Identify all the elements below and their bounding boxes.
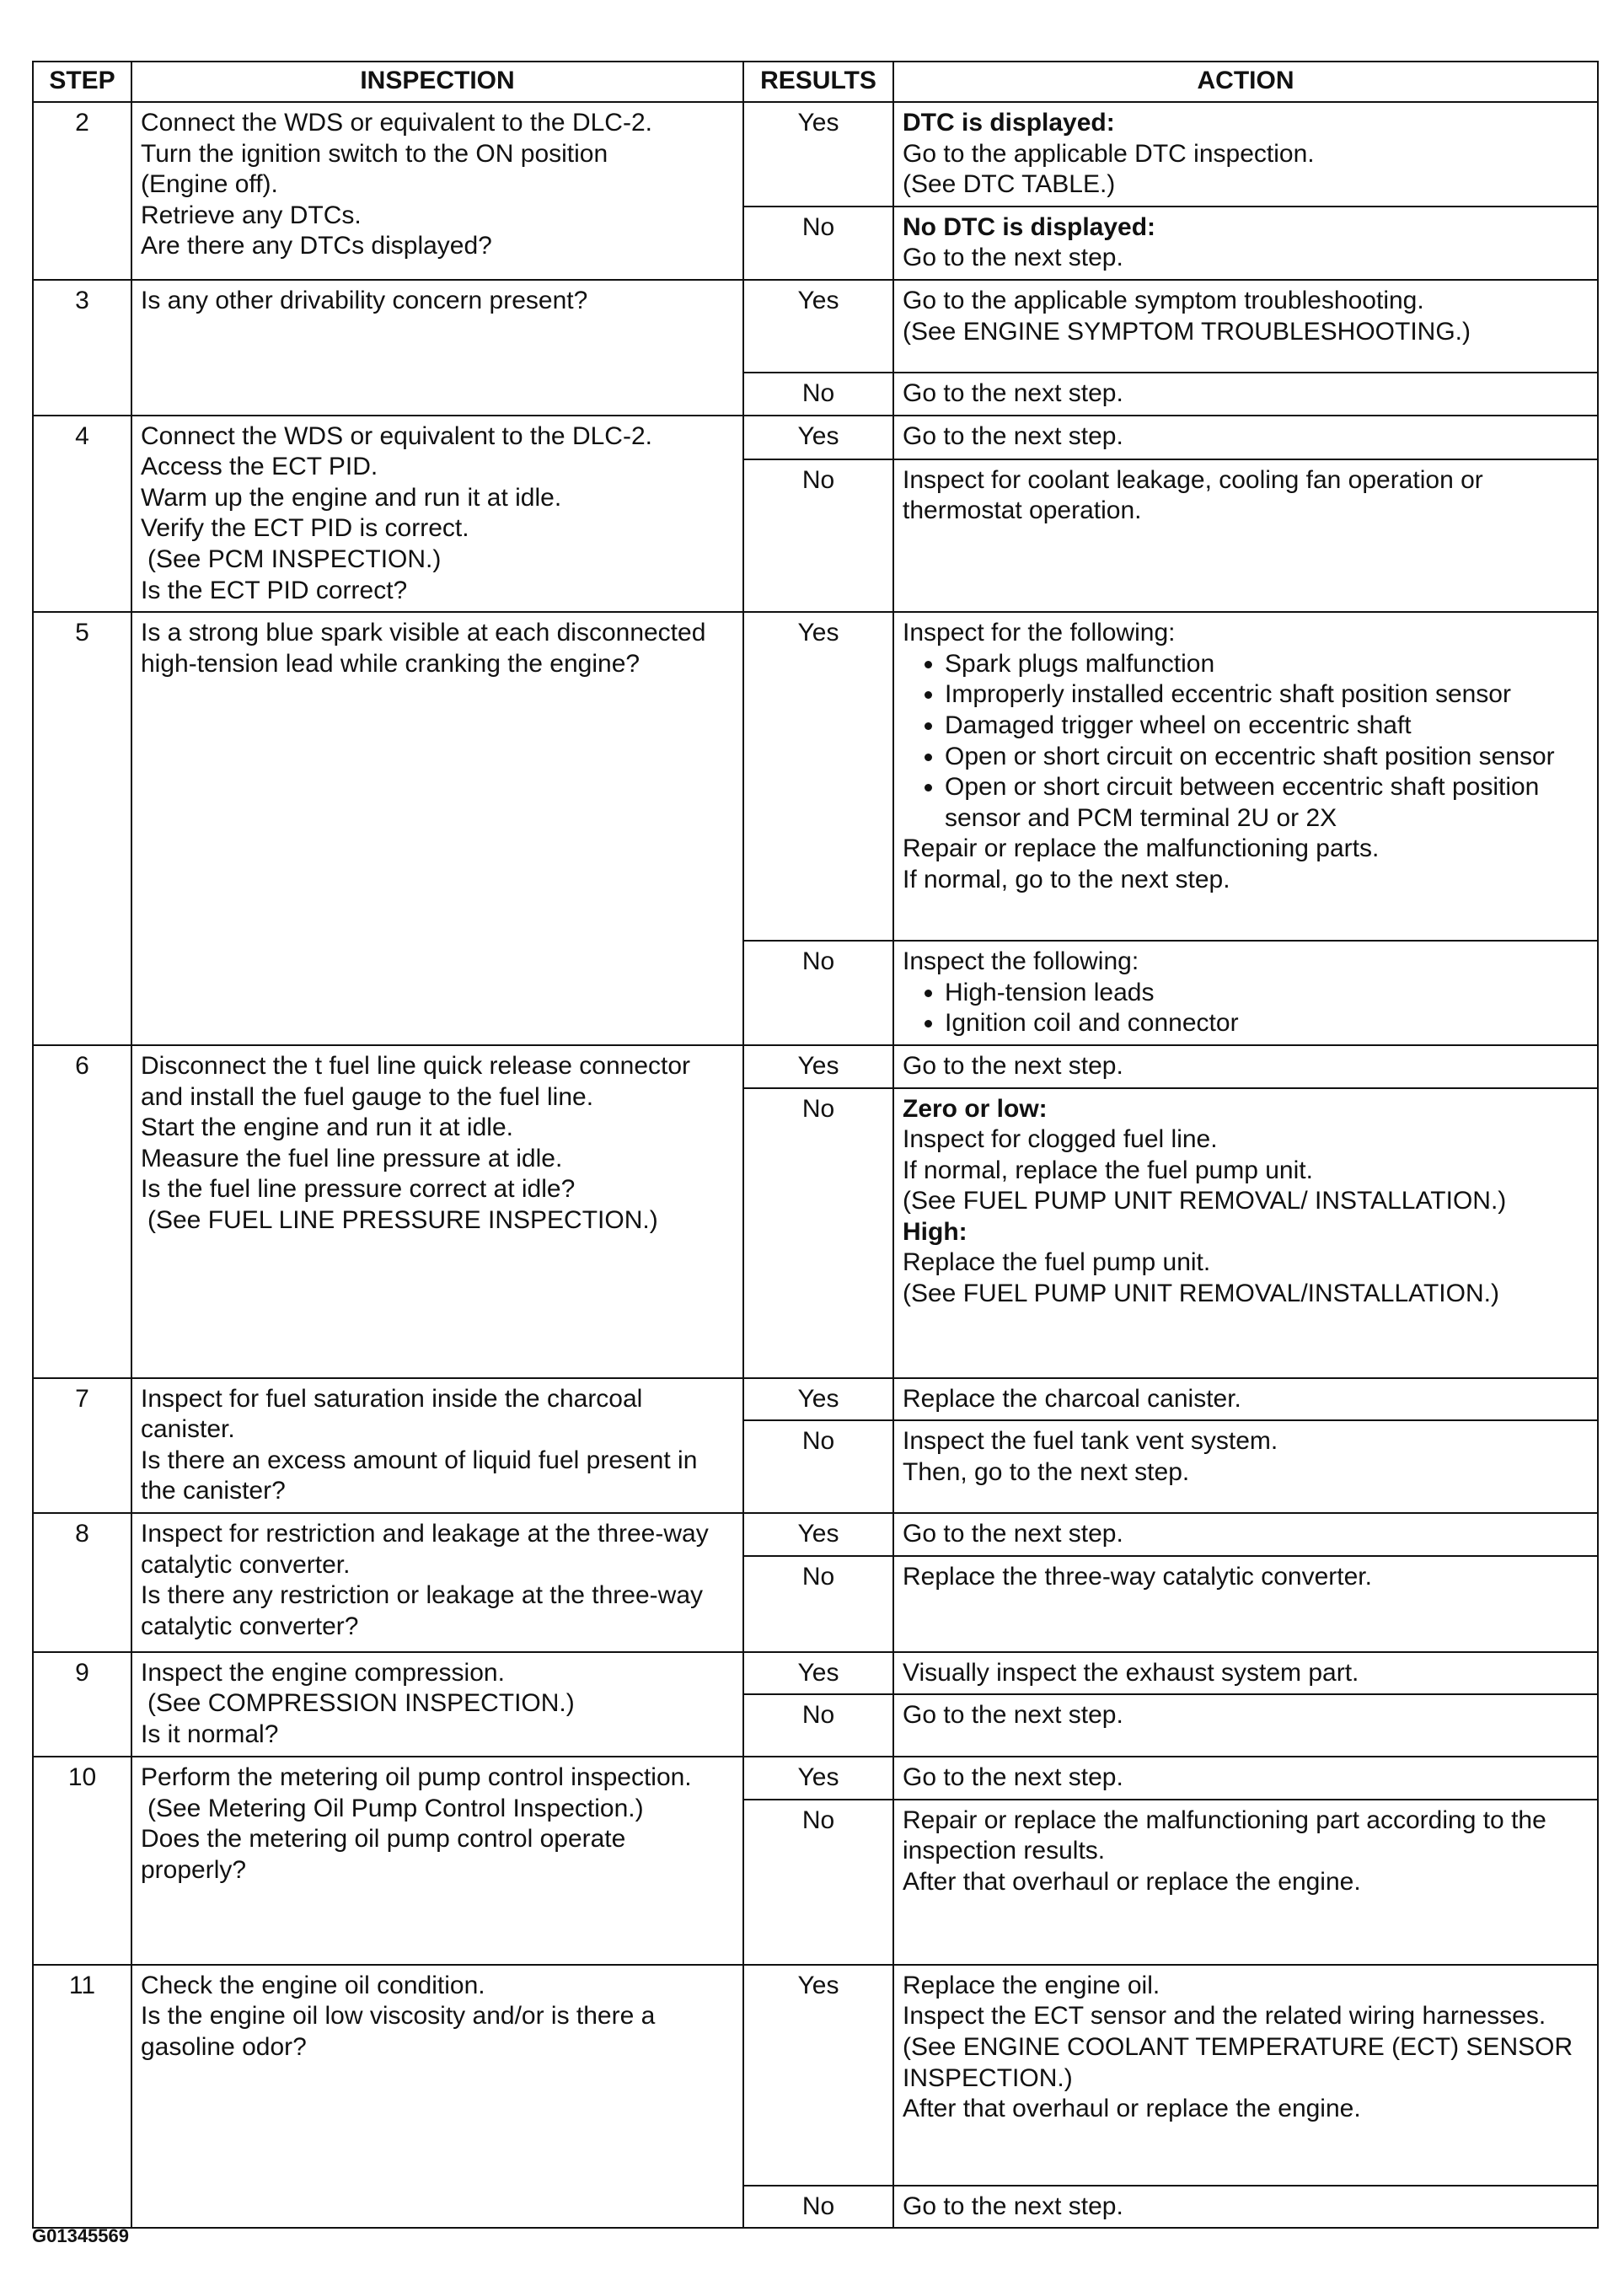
- result-cell: Yes: [743, 416, 893, 459]
- inspection-line: (See FUEL LINE PRESSURE INSPECTION.): [147, 1205, 658, 1234]
- action-cell: [893, 1088, 1598, 1378]
- action-cell: [893, 612, 1598, 941]
- inspection-line: Is the ECT PID correct?: [141, 576, 408, 604]
- action-line: Go to the next step.: [903, 378, 1123, 407]
- action-line: (See DTC TABLE.): [903, 170, 1116, 199]
- action-bullet-item: • Improperly installed eccentric shaft position sensor: [945, 679, 1589, 711]
- action-cell: [893, 1513, 1598, 1556]
- inspection-line: (Engine off).: [141, 170, 278, 199]
- action-line: Go to the next step.: [903, 421, 1123, 450]
- action-line: Go to the applicable DTC inspection.: [903, 139, 1315, 168]
- step-number: 9: [33, 1652, 131, 1757]
- result-cell: No: [743, 459, 893, 612]
- inspection-line: (See COMPRESSION INSPECTION.): [147, 1689, 575, 1718]
- inspection-cell: [131, 1513, 743, 1652]
- action-heading: Zero or low:: [903, 1094, 1048, 1123]
- action-line: Inspect the ECT sensor and the related wiring harnesses.: [903, 2002, 1546, 2031]
- table-row: [33, 1045, 1598, 1088]
- figure-id: G01345569: [32, 2225, 129, 2246]
- table-row: [33, 1757, 1598, 1800]
- result-cell: No: [743, 373, 893, 416]
- inspection-line: Disconnect the t fuel line quick release connector and install the fuel gauge to the fuel line.: [141, 1051, 691, 1111]
- action-heading: DTC is displayed:: [903, 109, 1115, 137]
- action-cell: [893, 1694, 1598, 1757]
- action-bullet-item: • Ignition coil and connector: [945, 1008, 1589, 1039]
- result-cell: No: [743, 1694, 893, 1757]
- inspection-line: Check the engine oil condition.: [141, 1971, 485, 1999]
- result-cell: Yes: [743, 102, 893, 207]
- action-bullet-item: • Open or short circuit on eccentric shaft position sensor: [945, 742, 1589, 773]
- inspection-line: Inspect for fuel saturation inside the charcoal canister.: [141, 1384, 643, 1444]
- action-bullet-list: [903, 978, 1589, 1039]
- inspection-line: Perform the metering oil pump control inspection.: [141, 1763, 692, 1792]
- action-line: Repair or replace the malfunctioning parts.: [903, 834, 1380, 863]
- step-number: 10: [33, 1757, 131, 1965]
- inspection-line: (See Metering Oil Pump Control Inspection.): [147, 1794, 644, 1822]
- inspection-line: Is there an excess amount of liquid fuel present in the canister?: [141, 1446, 698, 1505]
- table-row: [33, 1652, 1598, 1695]
- action-line: Then, go to the next step.: [903, 1457, 1190, 1486]
- inspection-line: Inspect the engine compression.: [141, 1658, 505, 1687]
- action-heading: No DTC is displayed:: [903, 212, 1156, 241]
- action-line: After that overhaul or replace the engine.: [903, 2095, 1361, 2123]
- action-line: Replace the charcoal canister.: [903, 1384, 1241, 1413]
- action-line: Inspect the fuel tank vent system.: [903, 1427, 1278, 1456]
- step-number: 3: [33, 280, 131, 416]
- action-line: Go to the applicable symptom troubleshooting.: [903, 286, 1424, 314]
- table-row: [33, 1513, 1598, 1556]
- troubleshooting-table: [32, 61, 1599, 2229]
- action-line: Replace the engine oil.: [903, 1971, 1160, 1999]
- inspection-line: (See PCM INSPECTION.): [147, 545, 442, 573]
- action-line: Go to the next step.: [903, 2192, 1123, 2220]
- table-row: [33, 1378, 1598, 1421]
- action-line: Go to the next step.: [903, 1051, 1123, 1080]
- inspection-cell: [131, 1757, 743, 1965]
- inspection-cell: [131, 1652, 743, 1757]
- action-bullet-item: • High-tension leads: [945, 978, 1589, 1009]
- result-cell: No: [743, 1556, 893, 1652]
- action-line: Replace the fuel pump unit.: [903, 1248, 1211, 1277]
- step-number: 2: [33, 102, 131, 280]
- action-cell: [893, 459, 1598, 612]
- inspection-cell: [131, 280, 743, 416]
- action-cell: [893, 2186, 1598, 2229]
- action-line: (See ENGINE COOLANT TEMPERATURE (ECT) SENSOR INSPECTION.): [903, 2033, 1573, 2092]
- step-number: 8: [33, 1513, 131, 1652]
- header-results: RESULTS: [743, 62, 893, 102]
- inspection-line: Does the metering oil pump control operate properly?: [141, 1825, 626, 1885]
- action-cell: [893, 1556, 1598, 1652]
- action-cell: [893, 280, 1598, 373]
- inspection-line: Is the fuel line pressure correct at idle?: [141, 1175, 576, 1204]
- action-line: (See ENGINE SYMPTOM TROUBLESHOOTING.): [903, 317, 1471, 346]
- action-cell: [893, 373, 1598, 416]
- step-number: 11: [33, 1965, 131, 2229]
- action-cell: [893, 416, 1598, 459]
- table-row: [33, 612, 1598, 941]
- inspection-line: Access the ECT PID.: [141, 453, 378, 481]
- action-bullet-item: • Spark plugs malfunction: [945, 649, 1589, 680]
- result-cell: Yes: [743, 280, 893, 373]
- action-cell: [893, 1045, 1598, 1088]
- inspection-cell: [131, 1378, 743, 1514]
- inspection-cell: [131, 612, 743, 1045]
- inspection-cell: [131, 1045, 743, 1378]
- action-cell: [893, 102, 1598, 207]
- action-cell: [893, 1420, 1598, 1513]
- action-line: (See FUEL PUMP UNIT REMOVAL/ INSTALLATION.): [903, 1187, 1507, 1215]
- table-body: [33, 102, 1598, 2228]
- action-line: Inspect for clogged fuel line.: [903, 1125, 1218, 1154]
- action-line: Inspect the following:: [903, 947, 1139, 976]
- result-cell: Yes: [743, 1378, 893, 1421]
- action-line: Go to the next step.: [903, 1763, 1123, 1792]
- action-cell: [893, 941, 1598, 1045]
- result-cell: No: [743, 941, 893, 1045]
- troubleshooting-document: [32, 61, 1597, 2229]
- inspection-line: Connect the WDS or equivalent to the DLC-2.: [141, 109, 652, 137]
- action-line: Inspect for the following:: [903, 619, 1176, 647]
- inspection-cell: [131, 102, 743, 280]
- result-cell: Yes: [743, 612, 893, 941]
- result-cell: Yes: [743, 1045, 893, 1088]
- action-cell: [893, 1378, 1598, 1421]
- result-cell: No: [743, 207, 893, 280]
- action-line: If normal, replace the fuel pump unit.: [903, 1156, 1313, 1184]
- result-cell: Yes: [743, 1965, 893, 2186]
- inspection-line: Turn the ignition switch to the ON position: [141, 139, 608, 168]
- result-cell: Yes: [743, 1757, 893, 1800]
- inspection-cell: [131, 1965, 743, 2229]
- result-cell: No: [743, 2186, 893, 2229]
- inspection-line: Retrieve any DTCs.: [141, 201, 362, 229]
- action-line: Go to the next step.: [903, 1520, 1123, 1548]
- inspection-line: Warm up the engine and run it at idle.: [141, 483, 562, 512]
- inspection-line: Is it normal?: [141, 1720, 279, 1748]
- action-cell: [893, 1800, 1598, 1965]
- inspection-line: Measure the fuel line pressure at idle.: [141, 1144, 563, 1172]
- action-cell: [893, 207, 1598, 280]
- table-row: [33, 1965, 1598, 2186]
- result-cell: No: [743, 1420, 893, 1513]
- step-number: 7: [33, 1378, 131, 1514]
- table-row: [33, 280, 1598, 373]
- inspection-line: Is there any restriction or leakage at the three-way catalytic converter?: [141, 1581, 704, 1640]
- action-line: Inspect for coolant leakage, cooling fan operation or thermostat operation.: [903, 465, 1483, 525]
- result-cell: No: [743, 1088, 893, 1378]
- table-row: [33, 416, 1598, 459]
- action-cell: [893, 1652, 1598, 1695]
- action-line: Replace the three-way catalytic converter.: [903, 1562, 1372, 1591]
- result-cell: Yes: [743, 1652, 893, 1695]
- action-bullet-item: • Open or short circuit between eccentric shaft position sensor and PCM terminal 2U or 2X: [945, 772, 1589, 834]
- step-number: 4: [33, 416, 131, 613]
- inspection-line: Verify the ECT PID is correct.: [141, 514, 469, 543]
- step-number: 5: [33, 612, 131, 1045]
- action-line: If normal, go to the next step.: [903, 865, 1230, 893]
- step-number: 6: [33, 1045, 131, 1378]
- inspection-line: Is a strong blue spark visible at each disconnected high-tension lead while cranking the engine?: [141, 619, 706, 678]
- action-line: Visually inspect the exhaust system part.: [903, 1658, 1359, 1687]
- table-header-row: [33, 62, 1598, 102]
- action-heading: High:: [903, 1217, 967, 1246]
- action-line: After that overhaul or replace the engine.: [903, 1868, 1361, 1897]
- inspection-line: Are there any DTCs displayed?: [141, 232, 492, 260]
- header-action: ACTION: [893, 62, 1598, 102]
- inspection-line: Start the engine and run it at idle.: [141, 1113, 513, 1142]
- header-step: STEP: [33, 62, 131, 102]
- action-bullet-item: • Damaged trigger wheel on eccentric shaft: [945, 711, 1589, 742]
- action-cell: [893, 1965, 1598, 2186]
- result-cell: Yes: [743, 1513, 893, 1556]
- action-cell: [893, 1757, 1598, 1800]
- result-cell: No: [743, 1800, 893, 1965]
- action-line: Go to the next step.: [903, 1701, 1123, 1730]
- action-bullet-list: [903, 649, 1589, 834]
- header-inspection: INSPECTION: [131, 62, 743, 102]
- inspection-line: Connect the WDS or equivalent to the DLC-2.: [141, 421, 652, 450]
- inspection-line: Is any other drivability concern present?: [141, 286, 588, 314]
- action-line: Go to the next step.: [903, 244, 1123, 272]
- action-line: Repair or replace the malfunctioning part according to the inspection results.: [903, 1806, 1546, 1865]
- inspection-line: Inspect for restriction and leakage at the three-way catalytic converter.: [141, 1520, 709, 1579]
- inspection-cell: [131, 416, 743, 613]
- action-line: (See FUEL PUMP UNIT REMOVAL/INSTALLATION.): [903, 1280, 1499, 1308]
- inspection-line: Is the engine oil low viscosity and/or is there a gasoline odor?: [141, 2002, 656, 2062]
- table-row: [33, 102, 1598, 207]
